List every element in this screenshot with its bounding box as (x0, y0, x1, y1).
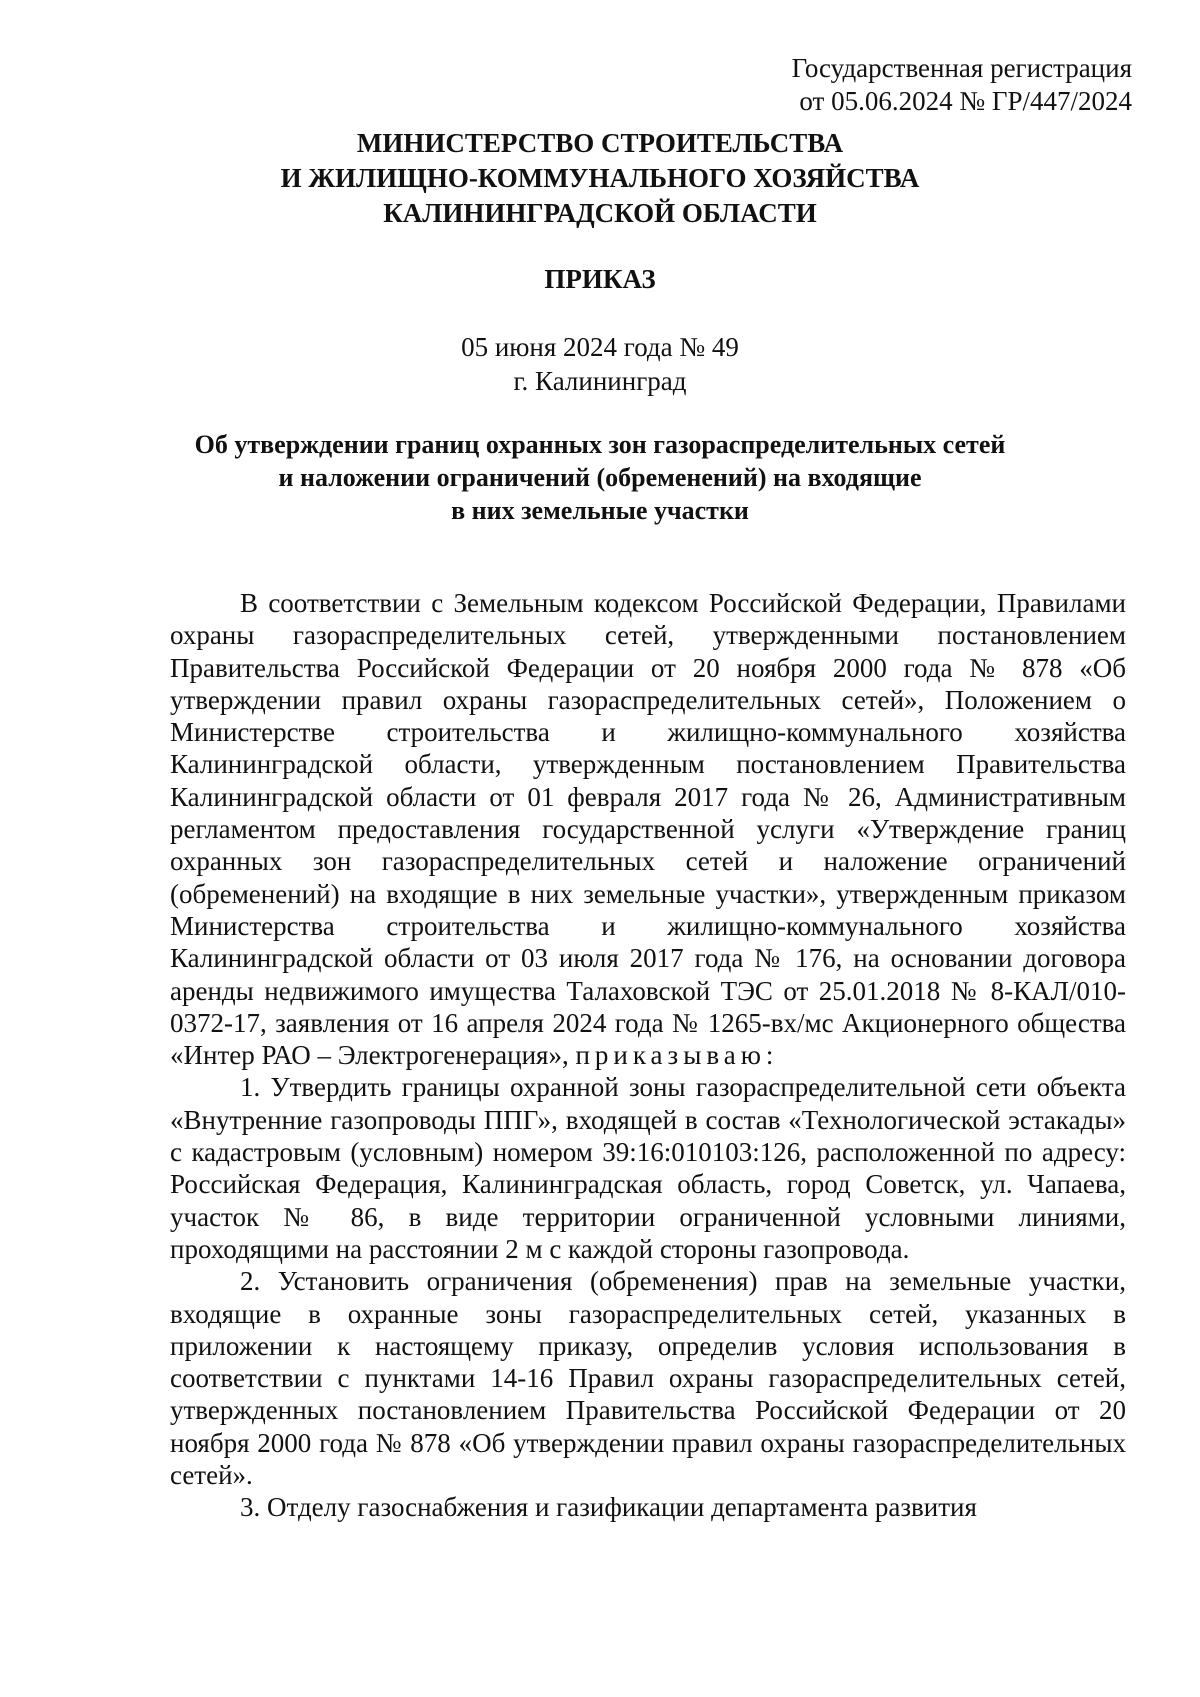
order-date-number: 05 июня 2024 года № 49 (461, 332, 739, 362)
document-body (170, 587, 1126, 1524)
ministry-line-2: И ЖИЛИЩНО-КОММУНАЛЬНОГО ХОЗЯЙСТВА (280, 163, 920, 193)
subject-line-3: в них земельные участки (451, 496, 749, 525)
preamble-text: В соответствии с Земельным кодексом Российской Федерации, Правилами охраны газораспределительных сетей, утвержденными постановлением Правительства Российской Федерации от 20 ноября 2000 года № 878 «Об утверждении правил охраны газораспределительных сетей», Положением о Министерстве строительства и жилищно-коммунального хозяйства Калининградской области, утвержденным постановлением Правительства Калининградской области от 01 февраля 2017 года № 26, Административным регламентом предоставления государственной услуги «Утверждение границ охранных зон газораспределительных сетей и наложение ограничений (обременений) на входящие в них земельные участки», утвержденным приказом Министерства строительства и жилищно-коммунального хозяйства Калининградской области от 03 июля 2017 года № 176, на основании договора аренды недвижимого имущества Талаховской ТЭС от 25.01.2018 № 8-КАЛ/010-0372-17, заявления от 16 апреля 2024 года № 1265-вх/мс Акционерного общества «Интер РАО – Электрогенерация», (170, 588, 1126, 1071)
registration-line-2: от 05.06.2024 № ГР/447/2024 (799, 86, 1132, 116)
preamble-paragraph (170, 587, 1126, 1071)
ministry-line-1: МИНИСТЕРСТВО СТРОИТЕЛЬСТВА (356, 128, 844, 158)
subject-line-2: и наложении ограничений (обременений) на входящие (278, 463, 922, 492)
order-title: ПРИКАЗ (544, 264, 656, 294)
ministry-line-3: КАЛИНИНГРАДСКОЙ ОБЛАСТИ (383, 198, 817, 228)
subject-line-1: Об утверждении границ охранных зон газораспределительных сетей (194, 430, 1006, 459)
order-meta (0, 330, 1200, 398)
item-3: 3. Отделу газоснабжения и газификации департамента развития (240, 1492, 977, 1523)
ministry-header (0, 126, 1200, 231)
item-1: 1. Утвердить границы охранной зоны газораспределительной сети объекта «Внутренние газопроводы ППГ», входящей в состав «Технологической эстакады» с кадастровым (условным) номером 39:16:010103:126, расположенной по адресу: Российская Федерация, Калининградская область, город Советск, ул. Чапаева, участок № 86, в виде территории ограниченной условными линиями, проходящими на расстоянии 2 м с каждой стороны газопровода. (170, 1072, 1126, 1264)
registration-stamp (792, 52, 1132, 118)
registration-line-1: Государственная регистрация (791, 53, 1132, 83)
order-word: приказываю: (575, 1040, 779, 1071)
order-city: г. Калининград (513, 366, 687, 396)
order-subject (0, 428, 1200, 527)
item-2: 2. Установить ограничения (обременения) прав на земельные участки, входящие в охранные зоны газораспределительных сетей, указанных в приложении к настоящему приказу, определив условия использования в соответствии с пунктами 14-16 Правил охраны газораспределительных сетей, утвержденных постановлением Правительства Российской Федерации от 20 ноября 2000 года № 878 «Об утверждении правил охраны газораспределительных сетей». (170, 1266, 1126, 1491)
